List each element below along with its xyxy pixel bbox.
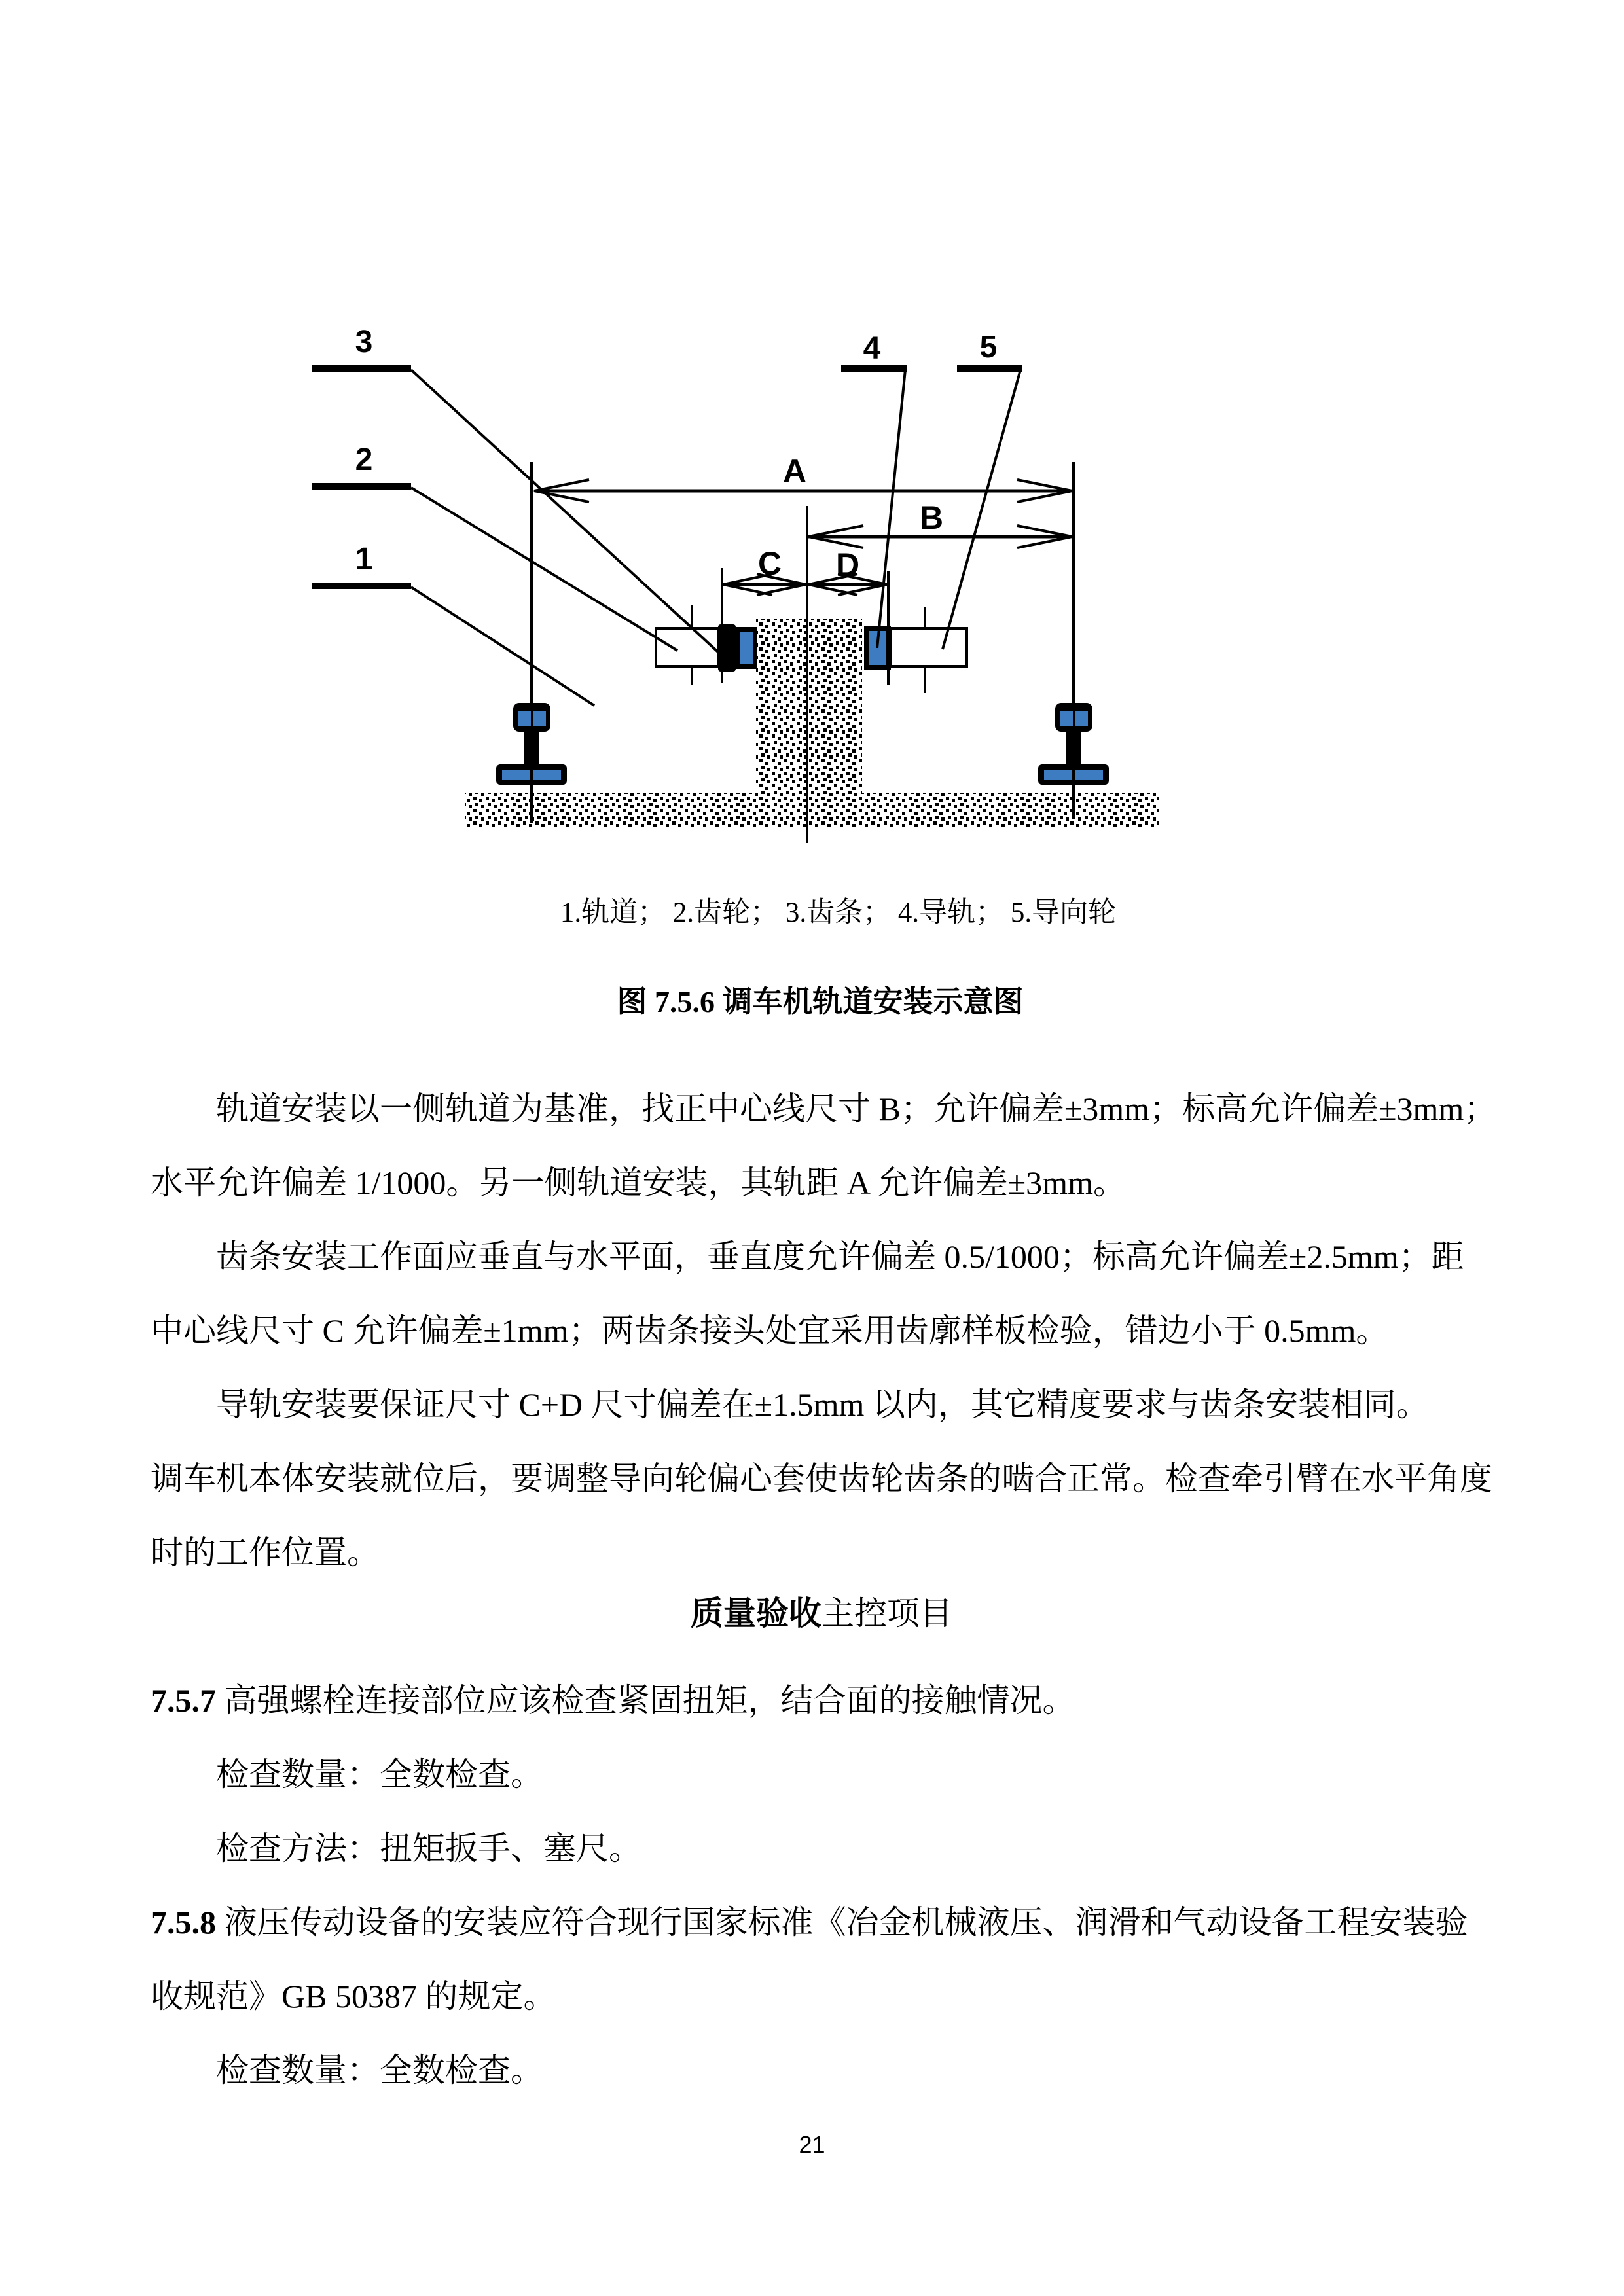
dim-b-label: B bbox=[919, 499, 944, 536]
part-label-3 bbox=[312, 325, 728, 661]
rack-bar bbox=[718, 624, 736, 672]
leader-2 bbox=[411, 488, 677, 651]
svg-text:3: 3 bbox=[355, 325, 373, 359]
check-quantity-line: 检查数量：全数检查。 bbox=[216, 1756, 543, 1793]
paragraph-line: 调车机本体安装就位后，要调整导向轮偏心套使齿轮齿条的啮合正常。检查牵引臂在水平角度 bbox=[151, 1460, 1492, 1497]
figure-caption: 1.轨道； 2.齿轮； 3.齿条； 4.导轨； 5.导向轮 bbox=[560, 897, 1117, 928]
clause-continuation-line: 收规范》GB 50387 的规定。 bbox=[151, 1978, 556, 2015]
dim-d-label: D bbox=[835, 547, 860, 583]
foundation-ground bbox=[465, 793, 1159, 828]
dim-c-label: C bbox=[757, 545, 782, 582]
clause-7-5-8 bbox=[151, 1904, 1468, 1941]
svg-text:2: 2 bbox=[355, 442, 373, 477]
center-column bbox=[756, 619, 862, 794]
check-method-line: 检查方法：扭矩扳手、塞尺。 bbox=[216, 1830, 641, 1867]
rail-left bbox=[496, 703, 567, 785]
figure-title: 图 7.5.6 调车机轨道安装示意图 bbox=[617, 985, 1024, 1018]
dim-a-label: A bbox=[782, 453, 807, 490]
clause-number: 7.5.8 bbox=[151, 1904, 216, 1941]
svg-text:4: 4 bbox=[863, 331, 881, 366]
paragraph-line: 轨道安装以一侧轨道为基准，找正中心线尺寸 B；允许偏差±3mm；标高允许偏差±3mm； bbox=[216, 1090, 1497, 1127]
dimension-d bbox=[808, 547, 887, 595]
check-quantity-line: 检查数量：全数检查。 bbox=[216, 2052, 543, 2089]
leader-4 bbox=[877, 370, 905, 648]
clause-text: 高强螺栓连接部位应该检查紧固扭矩，结合面的接触情况。 bbox=[216, 1682, 1075, 1719]
paragraph-line: 中心线尺寸 C 允许偏差±1mm；两齿条接头处宜采用齿廓样板检验，错边小于 0.5mm。 bbox=[151, 1312, 1389, 1349]
guide-wheel-box bbox=[891, 628, 967, 666]
clause-number: 7.5.7 bbox=[151, 1682, 216, 1719]
svg-text:5: 5 bbox=[979, 330, 998, 365]
clause-text: 液压传动设备的安装应符合现行国家标准《冶金机械液压、润滑和气动设备工程安装验 bbox=[216, 1904, 1468, 1941]
heading-main: 质量验收 bbox=[691, 1595, 821, 1632]
figure-diagram bbox=[275, 288, 1204, 857]
paragraph-line: 齿条安装工作面应垂直与水平面，垂直度允许偏差 0.5/1000；标高允许偏差±2.5mm；距 bbox=[216, 1238, 1464, 1275]
paragraph-line: 导轨安装要保证尺寸 C+D 尺寸偏差在±1.5mm 以内，其它精度要求与齿条安装相同。 bbox=[216, 1386, 1429, 1423]
dimension-b bbox=[808, 499, 1072, 548]
paragraph-line: 时的工作位置。 bbox=[151, 1534, 380, 1571]
leader-5 bbox=[943, 370, 1020, 649]
section-heading bbox=[0, 1595, 1624, 1632]
gear-box-left bbox=[656, 628, 719, 666]
rail-right bbox=[1038, 703, 1109, 785]
paragraph-line: 水平允许偏差 1/1000。另一侧轨道安装，其轨距 A 允许偏差±3mm。 bbox=[151, 1164, 1126, 1201]
page-number: 21 bbox=[799, 2131, 825, 2158]
svg-text:1: 1 bbox=[355, 542, 373, 577]
dimension-c bbox=[722, 545, 888, 595]
clause-7-5-7 bbox=[151, 1682, 1075, 1719]
part-label-1 bbox=[312, 542, 594, 706]
heading-sub: 主控项目 bbox=[821, 1595, 952, 1632]
leader-1 bbox=[411, 587, 594, 706]
